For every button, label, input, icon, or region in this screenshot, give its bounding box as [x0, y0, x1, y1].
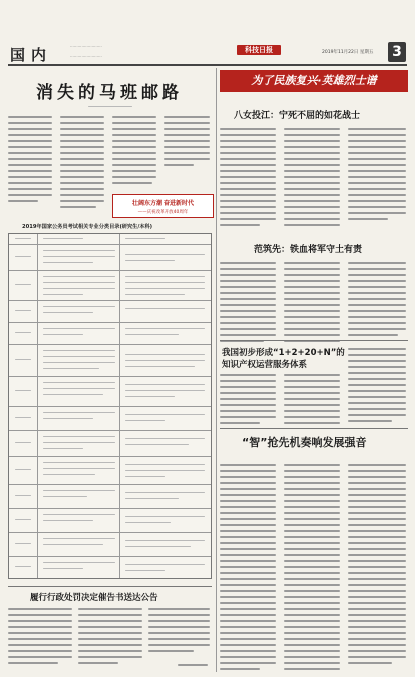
paper-logo: 科技日报 — [237, 45, 281, 55]
ip-article — [220, 342, 408, 428]
heroines-article — [220, 94, 408, 234]
table-title: 2019年国家公务员考试相关专业分类目录(研究生/本科) — [22, 224, 153, 230]
sidebar-banner — [112, 194, 214, 218]
section-name: 国内 — [10, 46, 53, 64]
smart-article — [220, 430, 408, 674]
heroes-banner-title: 为了民族复兴·英雄烈士谱 — [251, 74, 377, 87]
heroines-title: 八女投江：宁死不屈的如花战士 — [234, 111, 361, 121]
table-section — [8, 219, 212, 579]
fan-article — [220, 236, 408, 346]
sidebar-banner-subtitle: ——庆祝改革开放40周年 — [137, 210, 189, 215]
notice-section — [8, 586, 212, 672]
fan-title: 范筑先：铁血将军守土有责 — [254, 245, 363, 255]
notice-title: 履行行政处罚决定催告书送达公告 — [30, 593, 158, 603]
heroes-banner — [220, 70, 408, 92]
ip-title-line1: 我国初步形成“1+2+20+N”的 — [222, 348, 345, 358]
page-number-badge: 3 — [388, 42, 406, 62]
date-line: 2019年11月22日 星期五 — [322, 50, 374, 55]
ip-title-line2: 知识产权运营服务体系 — [222, 360, 308, 370]
lead-article-title: 消失的马班邮路 — [36, 83, 183, 103]
masthead: 国内 ························· ························· 科技日报 2019年11月22日 星期五 3 — [0, 0, 415, 66]
smart-title: “智”抢先机奏响发展强音 — [242, 436, 367, 449]
lead-article — [8, 70, 212, 216]
category-table — [8, 233, 212, 579]
sidebar-banner-title: 壮阔东方潮 奋进新时代 — [131, 200, 195, 207]
